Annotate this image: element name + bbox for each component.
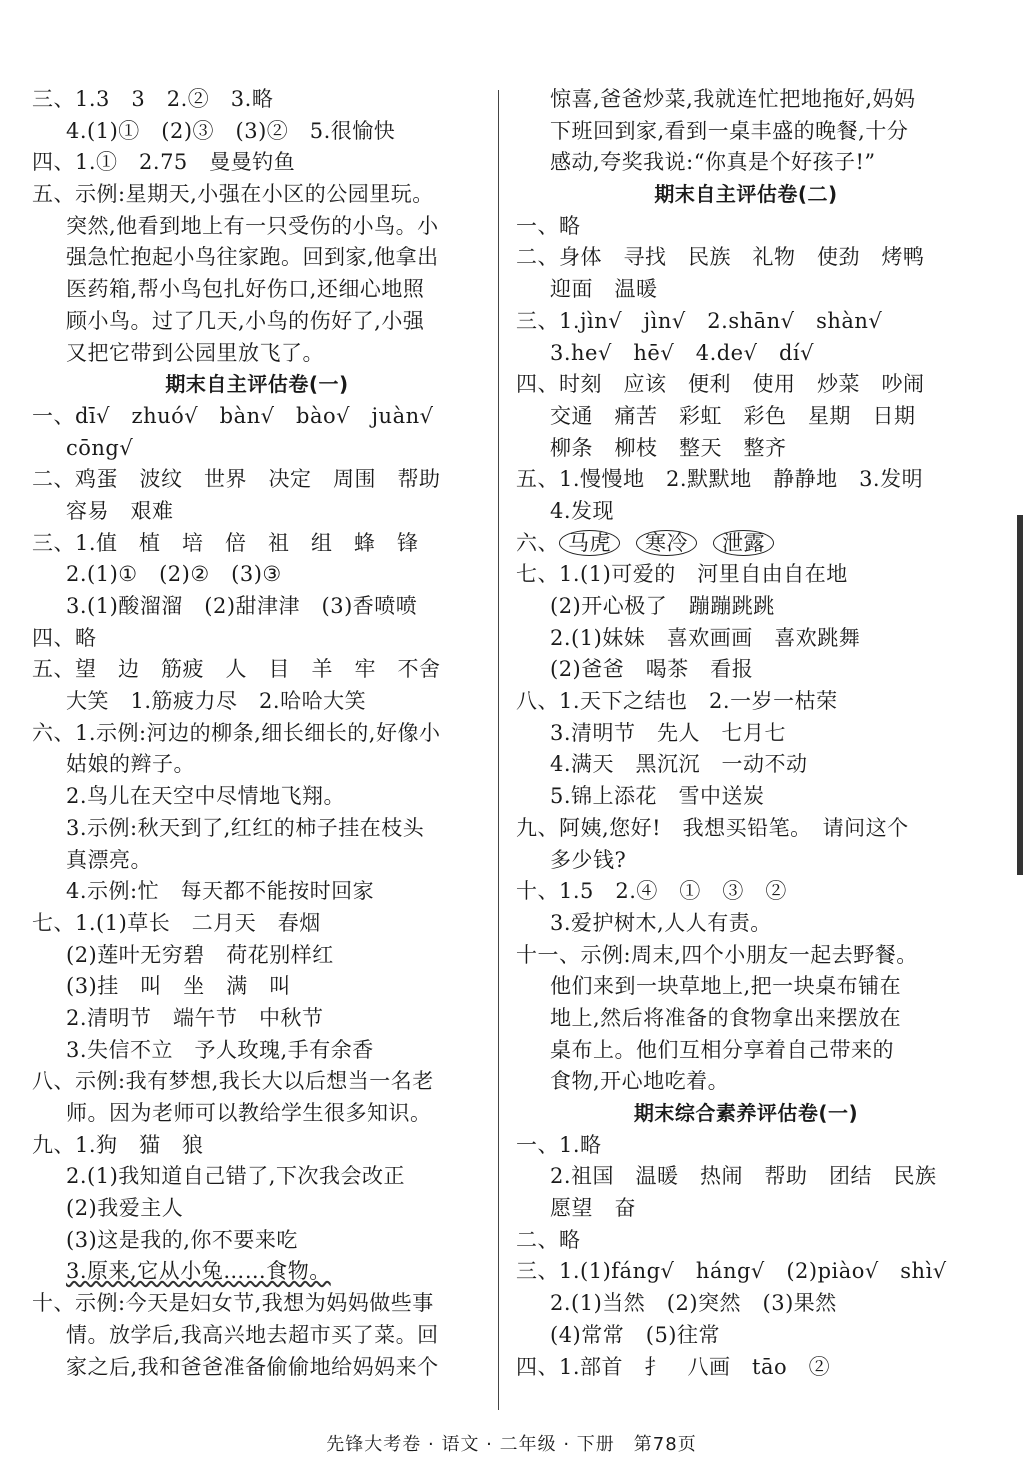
answer-line: 三、1.(1)fáng√ háng√ (2)piào√ shì√ [516,1259,947,1284]
answer-line: 桌布上。他们互相分享着自己带来的 [550,1037,894,1062]
answer-line: 五、望 边 筋疲 人 目 羊 牢 不舍 [32,657,441,682]
circled-word: 马虎 [559,530,620,556]
answer-line: 四、略 [32,625,97,650]
answer-line: 又把它带到公园里放飞了。 [66,340,324,365]
answer-line: (2)我爱主人 [66,1196,184,1221]
answer-line: 3.失信不立 予人玫瑰,手有余香 [66,1037,374,1062]
answer-line: 真漂亮。 [66,847,152,872]
answer-line: 惊喜,爸爸炒菜,我就连忙把地拖好,妈妈 [550,87,916,111]
section-heading: 期末自主评估卷(一) [165,372,349,397]
answer-line: 地上,然后将准备的食物拿出来摆放在 [550,1005,902,1030]
answer-line: (2)莲叶无穷碧 荷花别样红 [66,942,334,967]
answer-line: 三、1.值 植 培 倍 祖 组 蜂 锋 [32,530,419,555]
answer-line: 一、dī√ zhuó√ bàn√ bào√ juàn√ [32,403,434,428]
answer-line: 四、1.① 2.75 曼曼钓鱼 [32,150,296,175]
answer-line: 他们来到一块草地上,把一块桌布铺在 [550,974,902,999]
answer-line: 一、略 [516,213,581,238]
answer-line: 六、1.示例:河边的柳条,细长细长的,好像小 [32,720,441,745]
answer-line: 4.发现 [550,498,615,523]
answer-line: 九、1.狗 猫 狼 [32,1132,204,1157]
right-column [516,84,976,1383]
answer-line: 4.满天 黑沉沉 一动不动 [550,752,808,777]
answer-line: 容易 艰难 [66,498,174,523]
circled-word: 寒冷 [636,530,697,556]
answer-line: 3.he√ hē√ 4.de√ dí√ [550,340,815,365]
answer-line: 八、1.天下之结也 2.一岁一枯荣 [516,689,838,714]
answer-line: 5.锦上添花 雪中送炭 [550,784,765,809]
answer-line: 2.鸟儿在天空中尽情地飞翔。 [66,784,346,809]
answer-line: 2.清明节 端午节 中秋节 [66,1005,324,1030]
answer-line: 强急忙抱起小鸟往家跑。回到家,他拿出 [66,245,439,270]
answer-line: 十、示例:今天是妇女节,我想为妈妈做些事 [32,1291,434,1316]
answer-line: (3)挂 叫 坐 满 叫 [66,974,291,999]
answer-line: 突然,他看到地上有一只受伤的小鸟。小 [66,213,439,238]
answer-line: 食物,开心地吃着。 [550,1069,730,1094]
answer-line: 感动,夸奖我说:“你真是个好孩子!” [550,150,876,175]
answer-line: 4.示例:忙 每天都不能按时回家 [66,879,375,904]
question-label: 六、 [516,530,559,555]
answer-line: 4.(1)① (2)③ (3)② 5.很愉快 [66,118,396,143]
section-heading: 期末综合素养评估卷(一) [633,1101,859,1125]
answer-line: 交通 痛苦 彩虹 彩色 星期 日期 [550,403,916,428]
answer-line: 3.清明节 先人 七月七 [550,720,787,745]
answer-line: cōng√ [66,435,134,460]
answer-line: 十一、示例:周末,四个小朋友一起去野餐。 [516,942,918,967]
answer-line: 三、1.3 3 2.② 3.略 [32,87,274,111]
answer-line: 九、阿姨,您好! 我想买铅笔。 请问这个 [516,815,909,840]
answer-line: 四、时刻 应该 便利 使用 炒菜 吵闹 [516,372,925,397]
answer-line: 迎面 温暖 [550,277,658,302]
page-footer: 先锋大考卷 · 语文 · 二年级 · 下册 第78页 [326,1434,697,1455]
answer-line: 顾小鸟。过了几天,小鸟的伤好了,小强 [66,308,425,333]
answer-line: 十、1.5 2.④ ① ③ ② [516,879,787,904]
answer-line: (2)开心极了 蹦蹦跳跳 [550,594,775,618]
answer-line: 情。放学后,我高兴地去超市买了菜。回 [66,1322,439,1347]
answer-line: 2.(1)① (2)② (3)③ [66,562,282,587]
answer-line: 一、1.略 [516,1132,602,1157]
answer-line: 2.(1)我知道自己错了,下次我会改正 [66,1164,405,1189]
answer-line: 3.爱护树木,人人有责。 [550,910,772,935]
circled-answer-line [516,528,976,560]
answer-line: 四、1.部首 扌 八画 tāo ② [516,1354,831,1379]
answer-line: 七、1.(1)草长 二月天 春烟 [32,910,321,935]
answer-line: (3)这是我的,你不要来吃 [66,1227,298,1252]
answer-line: 2.(1)当然 (2)突然 (3)果然 [550,1291,837,1316]
answer-line: 愿望 奋 [550,1196,636,1221]
answer-line: 2.祖国 温暖 热闹 帮助 团结 民族 [550,1164,937,1189]
column-divider [498,90,499,1410]
answer-line: 2.(1)妹妹 喜欢画画 喜欢跳舞 [550,625,861,650]
answer-line: 大笑 1.筋疲力尽 2.哈哈大笑 [66,689,367,714]
answer-line: (2)爸爸 喝茶 看报 [550,657,754,682]
answer-line: 多少钱? [550,847,627,872]
page-edge-mark [1017,515,1023,875]
section-heading: 期末自主评估卷(二) [654,182,838,207]
answer-line: 二、略 [516,1227,581,1252]
answer-line: 3.示例:秋天到了,红红的柿子挂在枝头 [66,815,425,840]
answer-line: 二、鸡蛋 波纹 世界 决定 周围 帮助 [32,467,441,492]
answer-line: (4)常常 (5)往常 [550,1322,720,1347]
answer-line: 五、示例:星期天,小强在小区的公园里玩。 [32,182,434,207]
answer-line: 下班回到家,看到一桌丰盛的晚餐,十分 [550,118,909,143]
answer-line: 姑娘的辫子。 [66,752,195,777]
answer-line: 家之后,我和爸爸准备偷偷地给妈妈来个 [66,1354,439,1379]
answer-line: 3.原来,它从小兔……食物。 [66,1259,331,1284]
answer-line: 五、1.慢慢地 2.默默地 静静地 3.发明 [516,467,924,492]
answer-line: 3.(1)酸溜溜 (2)甜津津 (3)香喷喷 [66,594,418,618]
answer-line: 柳条 柳枝 整天 整齐 [550,435,787,460]
answer-line: 师。因为老师可以教给学生很多知识。 [66,1101,432,1125]
answer-line: 八、示例:我有梦想,我长大以后想当一名老 [32,1069,434,1094]
answer-line: 七、1.(1)可爱的 河里自由自在地 [516,562,848,587]
circled-word: 泄露 [713,530,774,556]
left-column [32,84,482,1383]
answer-line: 二、身体 寻找 民族 礼物 使劲 烤鸭 [516,245,925,270]
answer-line: 医药箱,帮小鸟包扎好伤口,还细心地照 [66,277,425,302]
answer-line: 三、1.jìn√ jìn√ 2.shān√ shàn√ [516,308,883,333]
